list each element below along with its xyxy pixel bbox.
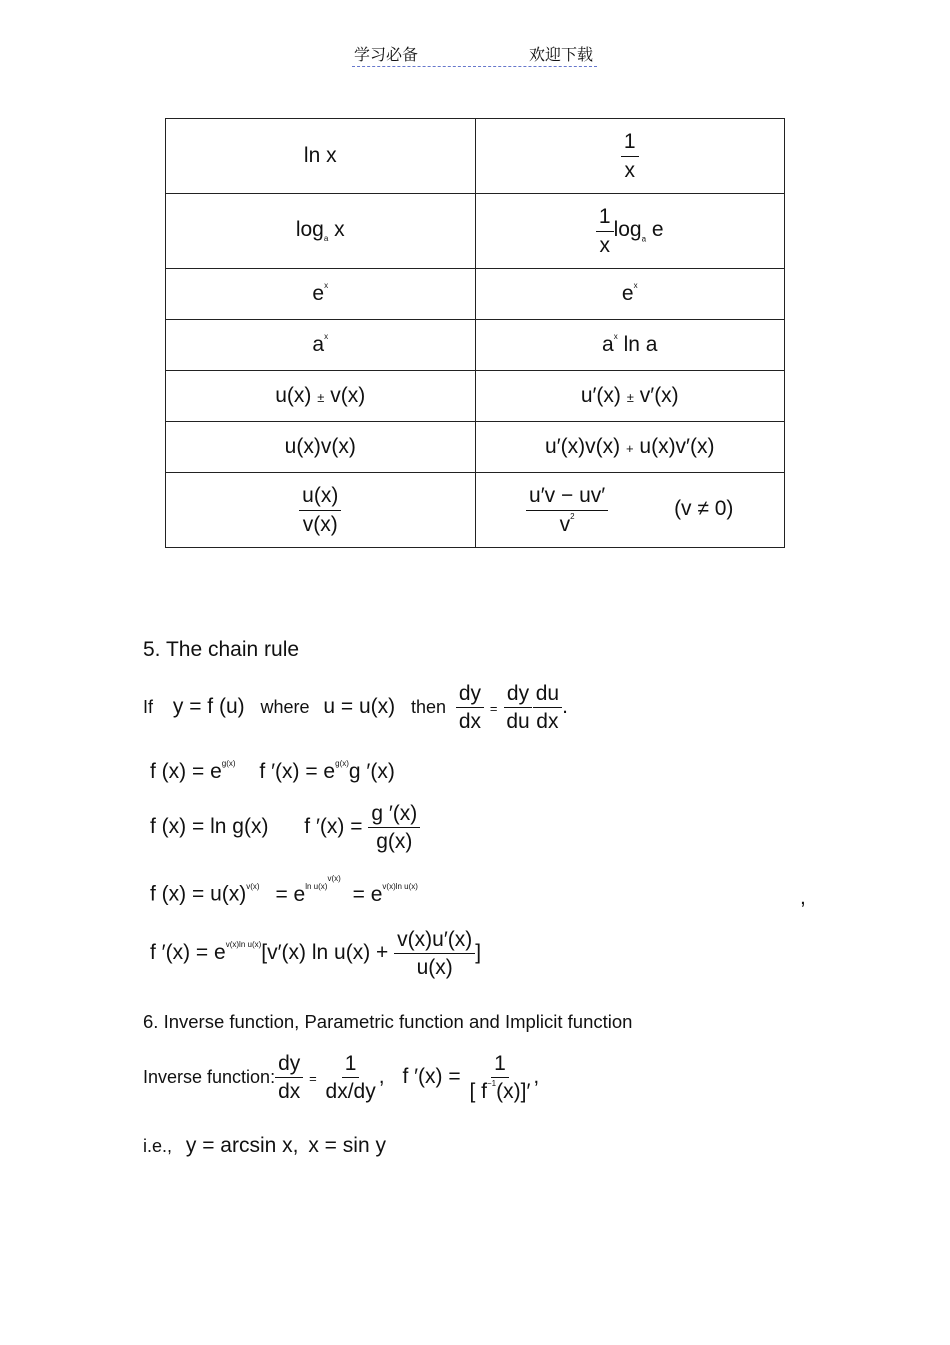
function-cell: u(x) ± v(x): [166, 371, 476, 422]
function-cell: ln x: [166, 119, 476, 194]
derivative-cell: $\frac{1}{x}$ $\log_a e$: [475, 194, 785, 269]
fraction: $\frac{u'v - uv'}{v^2}$: [526, 484, 608, 535]
inverse-example: i.e., y = arcsin x, x = sin y: [143, 1134, 386, 1157]
function-cell: u(x)v(x): [166, 422, 476, 473]
inverse-function-formula: Inverse function: $\frac{dy}{dx}$ = $\frac{1}{dx/dy}$ , f ′(x) = $\frac{1}{[ f^{-1}(x)]'}$ ,: [143, 1052, 540, 1104]
example-exponential: f $(x) = e^{g(x)}$ f $'(x) = e^{g(x)}g$ ′(x): [150, 759, 395, 783]
table-row: [166, 473, 785, 548]
example-power-derivative: f $'(x) = e^{v(x)ln u(x)}[v'(x)$ ln u(x) + $\frac{v(x)u'(x)}{u(x)}$ ]: [150, 928, 482, 980]
example-power: f $(x) = u(x)^{v(x)} = e^{ln u(x)^{v(x)}} = e^{v(x)ln u(x)}$: [150, 874, 418, 906]
table-row: [166, 371, 785, 422]
table-row: [166, 422, 785, 473]
chain-rule-statement: If y = f (u) where u = u(x) then $\frac{dy}{dx}$ = $\frac{dy}{du}$ $\frac{du}{dx}$ .: [143, 682, 568, 734]
fraction: $\frac{g '(x)}{g(x)}$: [368, 802, 420, 853]
header-right-text: 欢迎下载: [528, 45, 593, 64]
function-cell: $e^x$: [166, 269, 476, 320]
page-header: [352, 40, 597, 67]
fraction: $\frac{dy}{du}$: [503, 682, 532, 733]
derivative-cell: u′(x) ± v′(x): [475, 371, 785, 422]
fraction: $\frac{1}{x}$: [596, 205, 614, 256]
table-row: [166, 269, 785, 320]
derivative-cell: $a^x$ ln a: [475, 320, 785, 371]
header-left-text: 学习必备: [354, 45, 419, 64]
derivative-cell: u′(x)v(x) + u(x)v′(x): [475, 422, 785, 473]
table-row: [166, 194, 785, 269]
fraction: $\frac{1}{dx/dy}$: [325, 1052, 376, 1104]
function-cell: $\log_a x$: [166, 194, 476, 269]
table-row: [166, 119, 785, 194]
section-6-title: 6. Inverse function, Parametric function and Implicit function: [143, 1011, 633, 1032]
function-cell: $a^x$: [166, 320, 476, 371]
derivative-cell: [475, 473, 785, 548]
function-cell: [166, 473, 476, 548]
derivative-cell: $e^x$: [475, 269, 785, 320]
fraction: $\frac{u(x)}{v(x)}$: [299, 484, 341, 535]
fraction: $\frac{1}{[ f^{-1}(x)]'}$: [469, 1052, 531, 1104]
example-log: f (x) = ln g(x) f ′(x) = $\frac{g '(x)}{g(x)}$: [150, 802, 420, 853]
section-5-title: 5. The chain rule: [143, 638, 300, 661]
fraction: $\frac{1}{x}$: [621, 130, 639, 181]
fraction: $\frac{du}{dx}$: [533, 682, 562, 733]
fraction: $\frac{dy}{dx}$: [456, 682, 484, 733]
derivative-table: [165, 118, 785, 548]
derivative-cell: [475, 119, 785, 194]
condition-text: (v ≠ 0): [674, 497, 734, 521]
trailing-comma: ,: [800, 886, 806, 909]
fraction: $\frac{v(x)u'(x)}{u(x)}$: [394, 928, 475, 979]
fraction: $\frac{dy}{dx}$: [275, 1052, 303, 1103]
table-row: [166, 320, 785, 371]
